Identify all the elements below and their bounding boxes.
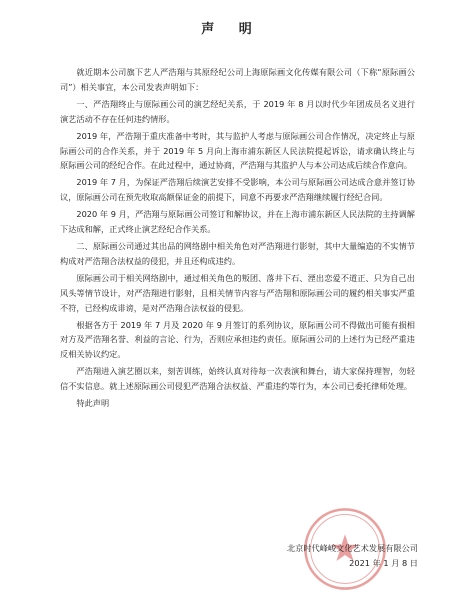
signature-block — [238, 541, 418, 570]
signature-company: 北京时代峰峻文化艺术发展有限公司 — [286, 543, 418, 553]
paragraph-drama-details: 原际画公司于相关网络剧中，通过相关角色的叛团、落井下石、湮出恋爱不道正、只为自己出风头等情节设计，对严浩翔进行影射，且相关情节内容与严浩翔和原际画公司的履约相关事实严重不符，已经构成诽谤，是对严浩翔合法权益的侵犯。 — [60, 272, 415, 313]
paragraph-intro: 就近期本公司旗下艺人严浩翔与其原经纪公司上海原际画文化传媒有限公司（下称“原际画公司”）相关事宜，本公司发表声明如下： — [60, 67, 415, 92]
paragraph-2019-july: 2019 年 7 月，为保证严浩翔后续演艺安排不受影响，本公司与原际画公司达成合意并签订协议，原际画公司在预先收取高额保证金的前提下，同意不再要求严浩翔继续履行经纪合同。 — [60, 177, 415, 203]
paragraph-point-one: 一、严浩翔终止与原际画公司的演艺经纪关系，于 2019 年 8 月以时代少年团成员名义进行演艺活动不存在任何违约情形。 — [60, 98, 415, 124]
paragraph-hereby: 特此声明 — [76, 398, 110, 409]
paragraph-2019-background: 2019 年，严浩翔于重庆准备中考时，其与监护人考虑与原际画公司合作情况，决定终止与原际画公司的合作关系，并于 2019 年 5 月向上海市浦东新区人民法院提起诉讼，请求确认终止与原际画公司的经纪合作。在此过程中，通过协商，严浩翔与其监护人与本公司达成后续合作意向。 — [60, 130, 415, 171]
document-body — [60, 65, 415, 413]
signature-date: 2021 年 1 月 8 日 — [349, 557, 418, 568]
document-title: 声 明 — [201, 22, 262, 37]
paragraph-2020-september: 2020 年 9 月，严浩翔与原际画公司签订和解协议，并在上海市浦东新区人民法院的主持调解下达成和解，正式终止演艺经纪合作关系。 — [60, 209, 415, 235]
paragraph-agreements: 根据各方于 2019 年 7 月及 2020 年 9 月签订的系列协议，原际画公司不得做出可能有损相对方及严浩翔名誉、利益的言论、行为，否则应承担违约责任。原际画公司的上述行为已经严重违反相关协议约定。 — [60, 319, 415, 360]
paragraph-point-two: 二、原际画公司通过其出品的网络剧中相关角色对严浩翔进行影射，其中大量编造的不实情节构成对严浩翔合法权益的侵犯，并且还构成违约。 — [60, 240, 415, 266]
paragraph-closing: 严浩翔进入演艺圈以来，刻苦训练，始终认真对待每一次表演和舞台，请大家保持理智，勿轻信不实信息。就上述原际画公司侵犯严浩翔合法权益、严重违约等行为，本公司已委托律师处理。 — [60, 366, 415, 392]
